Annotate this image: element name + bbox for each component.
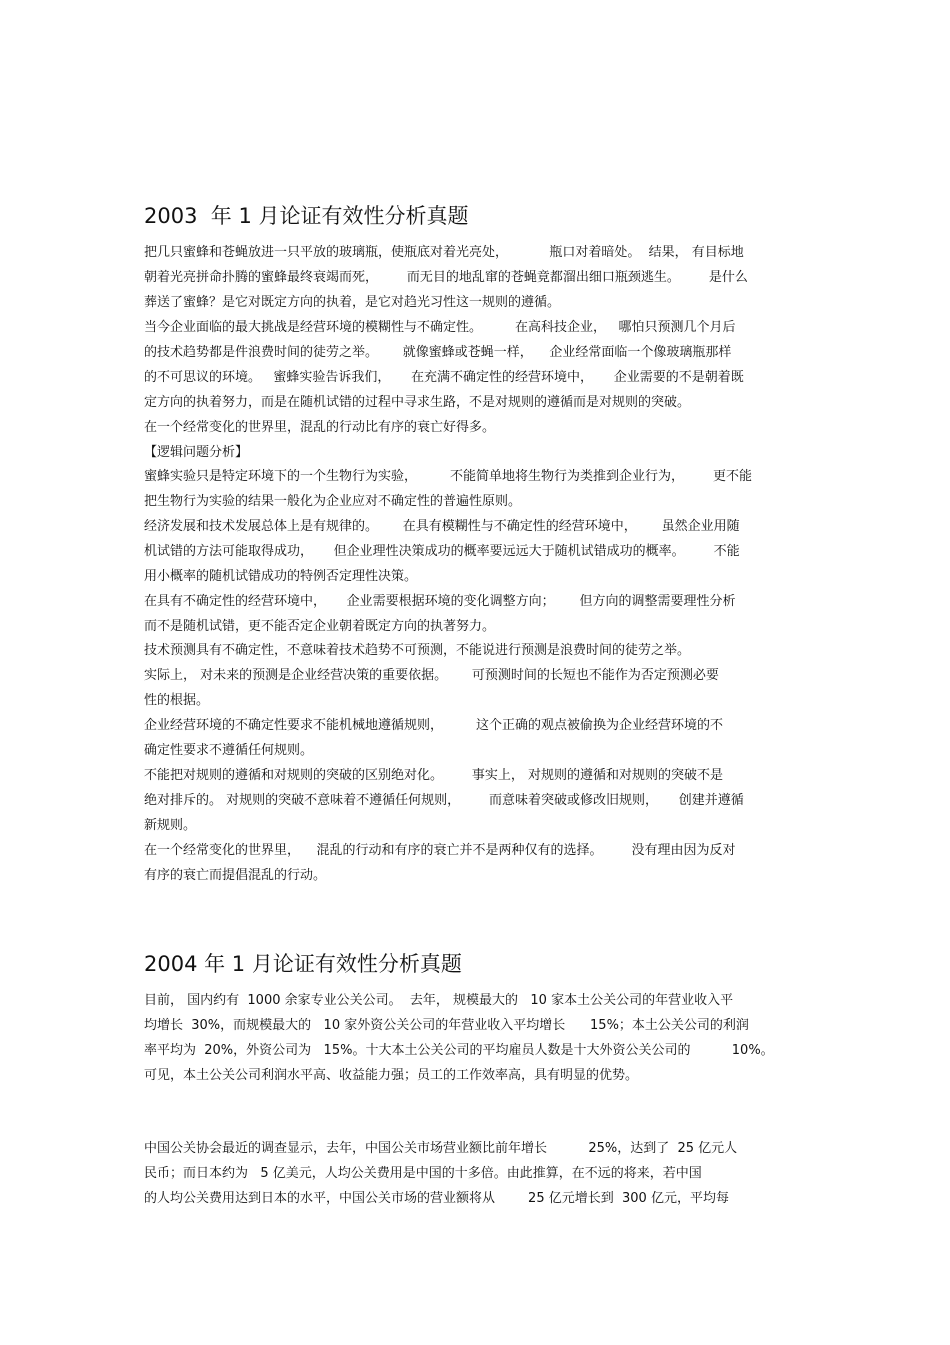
text-line: 把生物行为实验的结果一般化为企业应对不确定性的普遍性原则。: [144, 494, 522, 509]
text-line: 技术预测具有不确定性，不意味着技术趋势不可预测，不能说进行预测是浪费时间的徒劳之举。: [144, 643, 691, 658]
text-line: 的不可思议的环境。 蜜蜂实验告诉我们， 在充满不确定性的经营环境中， 企业需要的不是朝着既: [144, 370, 744, 385]
text-line: 目前， 国内约有 1000 余家专业公关公司。 去年， 规模最大的 10 家本土公关公司的年营业收入平: [144, 993, 734, 1008]
section-2003-title: 2003 年 1 月论证有效性分析真题: [144, 204, 469, 228]
text-line: 中国公关协会最近的调查显示，去年，中国公关市场营业额比前年增长 25%，达到了 25 亿元人: [144, 1141, 738, 1156]
text-line: 率平均为 20%，外资公司为 15%。十大本土公关公司的平均雇员人数是十大外资公关公司的 10%。: [144, 1043, 774, 1058]
text-line: 实际上， 对未来的预测是企业经营决策的重要依据。 可预测时间的长短也不能作为否定预测必要: [144, 668, 719, 683]
text-line: 的人均公关费用达到日本的水平，中国公关市场的营业额将从 25 亿元增长到 300 亿元，平均每: [144, 1191, 729, 1206]
text-line: 定方向的执着努力，而是在随机试错的过程中寻求生路，不是对规则的遵循而是对规则的突破。: [144, 395, 691, 410]
text-line: 新规则。: [144, 818, 197, 833]
text-line: 朝着光亮拼命扑腾的蜜蜂最终衰竭而死， 而无目的地乱窜的苍蝇竟都溜出细口瓶颈逃生。 是什么: [144, 270, 748, 285]
text-line: 均增长 30%，而规模最大的 10 家外资公关公司的年营业收入平均增长 15%；本土公关公司的利润: [144, 1018, 749, 1033]
text-line: 的技术趋势都是件浪费时间的徒劳之举。 就像蜜蜂或苍蝇一样， 企业经常面临一个像玻璃瓶那样: [144, 345, 732, 360]
text-line: 不能把对规则的遵循和对规则的突破的区别绝对化。 事实上， 对规则的遵循和对规则的突破不是: [144, 768, 724, 783]
text-line: 葬送了蜜蜂？是它对既定方向的执着，是它对趋光习性这一规则的遵循。: [144, 295, 561, 310]
text-line: 用小概率的随机试错成功的特例否定理性决策。: [144, 569, 418, 584]
text-line: 绝对排斥的。 对规则的突破不意味着不遵循任何规则， 而意味着突破或修改旧规则， 创建并遵循: [144, 793, 744, 808]
text-line: 在一个经常变化的世界里， 混乱的行动和有序的衰亡并不是两种仅有的选择。 没有理由因为反对: [144, 843, 736, 858]
text-line: 经济发展和技术发展总体上是有规律的。 在具有模糊性与不确定性的经营环境中， 虽然企业用随: [144, 519, 740, 534]
text-line: 确定性要求不遵循任何规则。: [144, 743, 314, 758]
text-line: 有序的衰亡而提倡混乱的行动。: [144, 868, 327, 883]
text-line: 【逻辑问题分析】: [144, 445, 249, 460]
text-line: 而不是随机试错，更不能否定企业朝着既定方向的执著努力。: [144, 619, 496, 634]
text-line: 企业经营环境的不确定性要求不能机械地遵循规则， 这个正确的观点被偷换为企业经营环境的不: [144, 718, 724, 733]
text-line: 在具有不确定性的经营环境中， 企业需要根据环境的变化调整方向； 但方向的调整需要理性分析: [144, 594, 736, 609]
section-2004-title: 2004 年 1 月论证有效性分析真题: [144, 952, 462, 976]
text-line: 把几只蜜蜂和苍蝇放进一只平放的玻璃瓶，使瓶底对着光亮处， 瓶口对着暗处。 结果， 有目标地: [144, 245, 744, 260]
text-line: 性的根据。: [144, 693, 210, 708]
text-line: 当今企业面临的最大挑战是经营环境的模糊性与不确定性。 在高科技企业， 哪怕只预测几个月后: [144, 320, 736, 335]
text-line: 可见，本土公关公司利润水平高、收益能力强；员工的工作效率高，具有明显的优势。: [144, 1068, 639, 1083]
text-line: 蜜蜂实验只是特定环境下的一个生物行为实验， 不能简单地将生物行为类推到企业行为， 更不能: [144, 469, 752, 484]
text-line: 在一个经常变化的世界里，混乱的行动比有序的衰亡好得多。: [144, 420, 496, 435]
text-line: 机试错的方法可能取得成功， 但企业理性决策成功的概率要远远大于随机试错成功的概率。 不能: [144, 544, 740, 559]
text-line: 民币；而日本约为 5 亿美元，人均公关费用是中国的十多倍。由此推算，在不远的将来，若中国: [144, 1166, 702, 1181]
